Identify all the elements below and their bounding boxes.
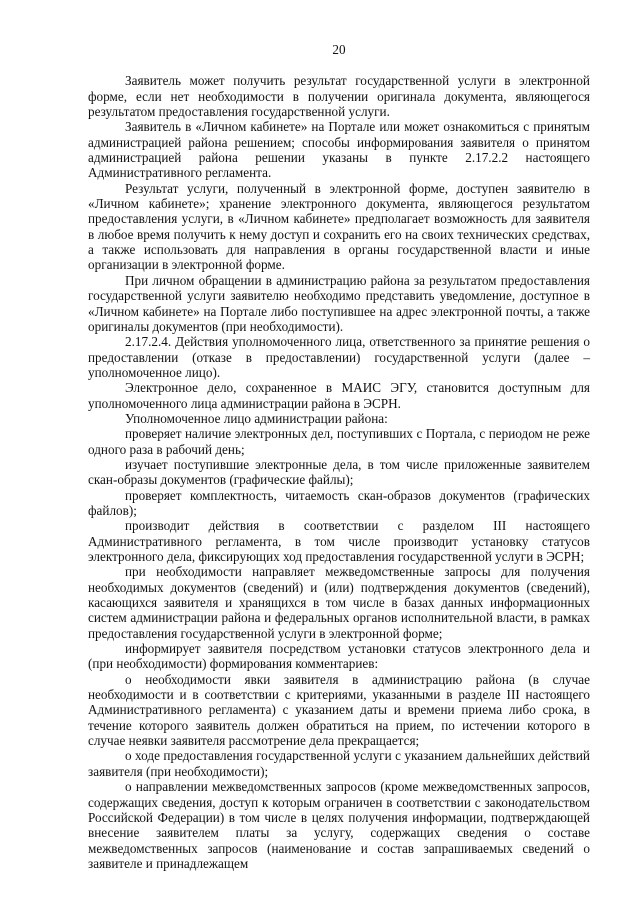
list-item-checks-completeness: проверяет комплектность, читаемость скан-образов документов (графических файлов);	[88, 487, 590, 518]
list-item-checks-cases: проверяет наличие электронных дел, поступивших с Портала, с периодом не реже одного раза в рабочий день;	[88, 426, 590, 457]
document-body	[88, 73, 590, 871]
paragraph-result-available: Результат услуги, полученный в электронной форме, доступен заявителю в «Личном кабинете»; хранение электронного документа, являющегося результатом предоставления услуги, в «Личном кабинете» предполагает возможность для заявителя в любое время получить к нему доступ и сохранить его на своих технических средствах, а также использовать для направления в органы государственной власти и иные организации в электронной форме.	[88, 180, 590, 273]
paragraph-result-electronic: Заявитель может получить результат государственной услуги в электронной форме, если нет необходимости в получении оригинала документа, являющегося результатом предоставления государственной услуги.	[88, 73, 590, 120]
list-item-requests-sent: о направлении межведомственных запросов (кроме межведомственных запросов, содержащих сведения, доступ к которым ограничен в соответствии с законодательством Российской Федерации) в том числе в целях получения информации, подтверждающей внесение заявителем платы за услугу, содержащих сведения о составе межведомственных запросов (наименование и состав запрашиваемых сведений о заявителе и принадлежащем	[88, 779, 590, 871]
paragraph-section-2-17-2-4: 2.17.2.4. Действия уполномоченного лица, ответственного за принятие решения о предоставлении (отказе в предоставлении) государственной услуги (далее – уполномоченное лицо).	[88, 334, 590, 380]
paragraph-authorized-person: Уполномоченное лицо администрации района:	[125, 410, 388, 426]
list-item-informs-applicant: информирует заявителя посредством установки статусов электронного дела и (при необходимости) формирования комментариев:	[88, 641, 590, 672]
page-number: 20	[332, 42, 346, 57]
list-item-studies-cases: изучает поступившие электронные дела, в том числе приложенные заявителем скан-образы документов (графические файлы);	[88, 456, 590, 488]
list-item-appearance-need: о необходимости явки заявителя в администрацию района (в случае необходимости и в соответствии с критериями, указанными в разделе III настоящего Административного регламента) с указанием даты и времени приема либо срока, в течение которого заявитель должен обратиться на прием, по истечении которого в случае неявки заявителя рассмотрение дела прекращается;	[88, 671, 590, 749]
list-item-service-progress: о ходе предоставления государственной услуги с указанием дальнейших действий заявителя (при необходимости);	[88, 748, 590, 779]
list-item-performs-actions: производит действия в соответствии с разделом III настоящего Административного регламента, в том числе производит установку статусов электронного дела, фиксирующих ход предоставления государственной услуги в ЭСРН;	[88, 518, 590, 564]
paragraph-personal-cabinet: Заявитель в «Личном кабинете» на Портале или может ознакомиться с принятым администрацией района решением; способы информирования заявителя о принятом администрацией района решении указаны в пункте 2.17.2.2 настоящего Административного регламента.	[88, 119, 590, 181]
paragraph-electronic-case: Электронное дело, сохраненное в МАИС ЭГУ, становится доступным для уполномоченного лица администрации района в ЭСРН.	[88, 380, 590, 411]
list-item-interagency-requests: при необходимости направляет межведомственные запросы для получения необходимых документов (сведений) и (или) подтверждения документов (сведений), касающихся заявителя и хранящихся в том числе в базах данных информационных систем администрации района и федеральных органов исполнительной власти, в рамках предоставления государственной услуги в электронной форме;	[88, 564, 590, 641]
paragraph-personal-visit: При личном обращении в администрацию района за результатом предоставления государственной услуги заявителю необходимо представить уведомление, доступное в «Личном кабинете» на Портале либо поступившее на адрес электронной почты, а также оригиналы документов (при необходимости).	[88, 272, 590, 334]
